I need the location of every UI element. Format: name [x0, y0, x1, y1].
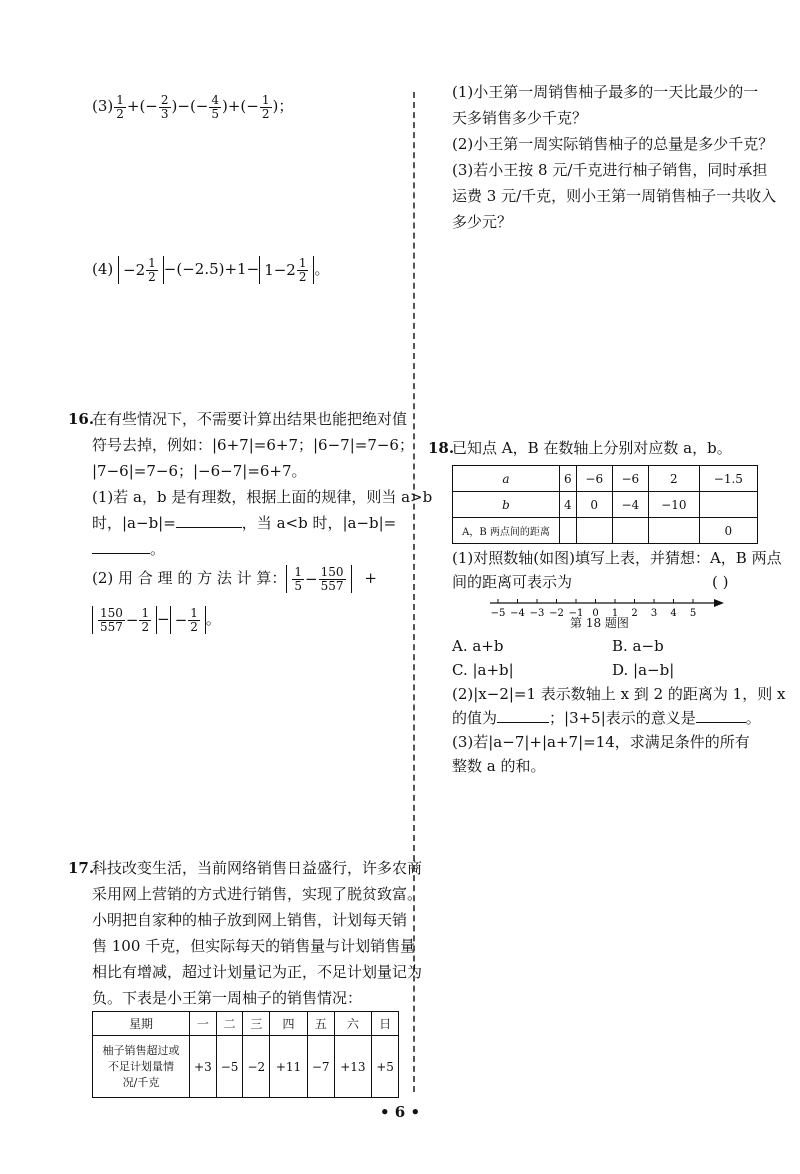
q17-cont-line: 天多销售多少千克？	[452, 109, 588, 127]
q18-number: 18.	[428, 439, 455, 457]
page-number: • 6 •	[379, 1103, 421, 1121]
q15-part3	[92, 92, 293, 121]
table-header-cell: 一	[190, 1012, 217, 1036]
figure-caption: 第 18 题图	[570, 616, 629, 630]
q15-part4	[92, 254, 330, 284]
table-cell: −6	[612, 466, 648, 492]
table-row	[453, 466, 758, 492]
table-cell	[699, 492, 757, 518]
fraction: $\frac{2}{3}$	[160, 92, 169, 121]
q16-line: (1)若 a，b 是有理数，根据上面的规律，则当 a>b	[92, 488, 433, 506]
q17-cont-line: (2)小王第一周实际销售柚子的总量是多少千克？	[452, 135, 774, 153]
q17-line: 售 100 千克，但实际每天的销售量与计划销售量	[92, 937, 416, 955]
table-cell: +13	[334, 1036, 372, 1098]
axis-tick-label: −4	[510, 608, 525, 619]
answer-blank[interactable]	[176, 511, 242, 528]
answer-blank[interactable]	[92, 537, 150, 554]
q16-part2-line: $\frac{150}{557}$ − $\frac{1}{2}$ − − $\frac{1}{2}$ 。	[92, 603, 221, 635]
axis-tick-label: 0	[592, 608, 599, 619]
fraction: $\frac{1}{2}$	[116, 92, 124, 121]
operator: 。	[314, 260, 330, 278]
table-cell: +11	[270, 1036, 308, 1098]
table-row	[453, 518, 758, 544]
fraction: $\frac{1}{2}$	[261, 92, 270, 121]
table-cell: −2	[243, 1036, 270, 1098]
q17-line: 小明把自家种的柚子放到网上销售，计划每天销	[92, 911, 408, 929]
q17-number: 17.	[68, 859, 95, 877]
absolute-value: −2 $\frac{1}{2}$	[118, 256, 164, 285]
table-header-cell: 三	[243, 1012, 270, 1036]
q17-line: 负。下表是小王第一周柚子的销售情况：	[92, 989, 363, 1007]
table-cell: +3	[190, 1036, 217, 1098]
q18-part1-line: 间的距离可表示为	[452, 573, 573, 591]
q18-part3-line: 整数 a 的和。	[452, 757, 546, 775]
q17-cont-line: (1)小王第一周销售柚子最多的一天比最少的一	[452, 83, 759, 101]
q16-line: 时，|a−b|= ，当 a<b 时，|a−b|=	[92, 511, 396, 535]
q17-line: 采用网上营销的方式进行销售，实现了脱贫致富。	[92, 885, 423, 903]
table-row	[453, 492, 758, 518]
operator: −(−2.5)+1−	[163, 260, 260, 278]
table-header-cell: 二	[216, 1012, 243, 1036]
absolute-value: $\frac{1}{5}$ − $\frac{150}{557}$	[286, 565, 351, 594]
table-header-cell: 六	[334, 1012, 372, 1036]
table-cell: −1.5	[699, 466, 757, 492]
q16-line: 符号去掉，例如：|6+7|=6+7；|6−7|=7−6；	[92, 436, 414, 454]
table-header-cell: 四	[270, 1012, 308, 1036]
operator: )；	[272, 97, 294, 115]
table-cell: −4	[612, 492, 648, 518]
axis-tick-label: −5	[490, 608, 506, 619]
axis-tick-label: −3	[529, 608, 545, 619]
axis-tick-label: −2	[549, 608, 564, 619]
q16-line: |7−6|=7−6；|−6−7|=6+7。	[92, 462, 307, 480]
axis-tick-label: 1	[611, 608, 619, 619]
table-cell[interactable]	[612, 518, 648, 544]
operator: )−(−	[171, 97, 209, 115]
table-header-cell: 星期	[93, 1012, 190, 1036]
answer-paren[interactable]: ( )	[712, 573, 729, 591]
q16-line: 在有些情况下，不需要计算出结果也能把绝对值	[92, 410, 408, 428]
part-label: (3)	[92, 97, 114, 115]
table-cell: +5	[372, 1036, 399, 1098]
option-d[interactable]: D. |a−b|	[612, 661, 675, 679]
table-row-label: A，B 两点间的距离	[453, 518, 560, 544]
table-cell: −5	[216, 1036, 243, 1098]
part-label: (4)	[92, 260, 114, 278]
q17-line: 科技改变生活，当前网络销售日益盛行，许多农商	[92, 859, 423, 877]
table-cell: 0	[576, 492, 612, 518]
table-cell: 4	[560, 492, 577, 518]
table-row	[93, 1036, 399, 1098]
q17-cont-line: 多少元？	[452, 213, 513, 231]
table-cell: −10	[648, 492, 699, 518]
table-row	[93, 1012, 399, 1036]
answer-blank[interactable]	[696, 706, 746, 723]
table-cell[interactable]	[576, 518, 612, 544]
absolute-value: 1−2 $\frac{1}{2}$	[259, 256, 314, 285]
operator: +(−	[126, 97, 158, 115]
operator: )+(−	[222, 97, 259, 115]
q18-part2-line: 的值为 ；|3+5|表示的意义是 。	[452, 706, 761, 730]
axis-tick-label: 4	[670, 608, 677, 619]
q18-part1-line: (1)对照数轴(如图)填写上表，并猜想：A，B 两点	[452, 549, 782, 567]
q16-number: 16.	[68, 410, 95, 428]
q17-cont-line: 运费 3 元/千克，则小王第一周销售柚子一共收入	[452, 187, 777, 205]
q18-intro: 已知点 A，B 在数轴上分别对应数 a，b。	[452, 439, 732, 457]
option-b[interactable]: B. a−b	[612, 637, 664, 655]
table-cell: −7	[307, 1036, 334, 1098]
table-cell[interactable]	[648, 518, 699, 544]
option-c[interactable]: C. |a+b|	[452, 661, 514, 679]
sales-table	[92, 1011, 399, 1098]
fraction: $\frac{4}{5}$	[211, 92, 220, 121]
table-header-cell: 五	[307, 1012, 334, 1036]
axis-tick-label: −1	[568, 608, 584, 619]
table-cell: −6	[576, 466, 612, 492]
table-row-label: 柚子销售超过或 不足计划量情 况/千克	[93, 1036, 190, 1098]
answer-blank[interactable]	[497, 706, 549, 723]
axis-tick-label: 3	[650, 608, 658, 619]
distance-table	[452, 465, 758, 544]
table-row-label: b	[453, 492, 560, 518]
option-a[interactable]: A. a+b	[452, 637, 504, 655]
q18-part2-line: (2)|x−2|=1 表示数轴上 x 到 2 的距离为 1，则 x	[452, 685, 786, 703]
axis-tick-label: 2	[631, 608, 638, 619]
table-cell: 2	[648, 466, 699, 492]
table-cell: 0	[699, 518, 757, 544]
table-header-cell: 日	[372, 1012, 399, 1036]
table-cell: 6	[560, 466, 577, 492]
table-row-label: a	[453, 466, 560, 492]
q16-line: 。	[92, 537, 165, 561]
absolute-value: $\frac{150}{557}$ − $\frac{1}{2}$	[92, 606, 157, 635]
q16-part2-line: (2) 用 合 理 的 方 法 计 算： $\frac{1}{5}$ − $\frac{150}{557}$ +	[92, 565, 377, 594]
q17-cont-line: (3)若小王按 8 元/千克进行柚子销售，同时承担	[452, 161, 768, 179]
absolute-value: − $\frac{1}{2}$	[170, 606, 206, 635]
q17-line: 相比有增减，超过计划量记为正，不足计划量记为	[92, 963, 423, 981]
axis-tick-label: 5	[689, 608, 697, 619]
table-cell[interactable]	[560, 518, 577, 544]
q18-part3-line: (3)若|a−7|+|a+7|=14，求满足条件的所有	[452, 733, 750, 751]
